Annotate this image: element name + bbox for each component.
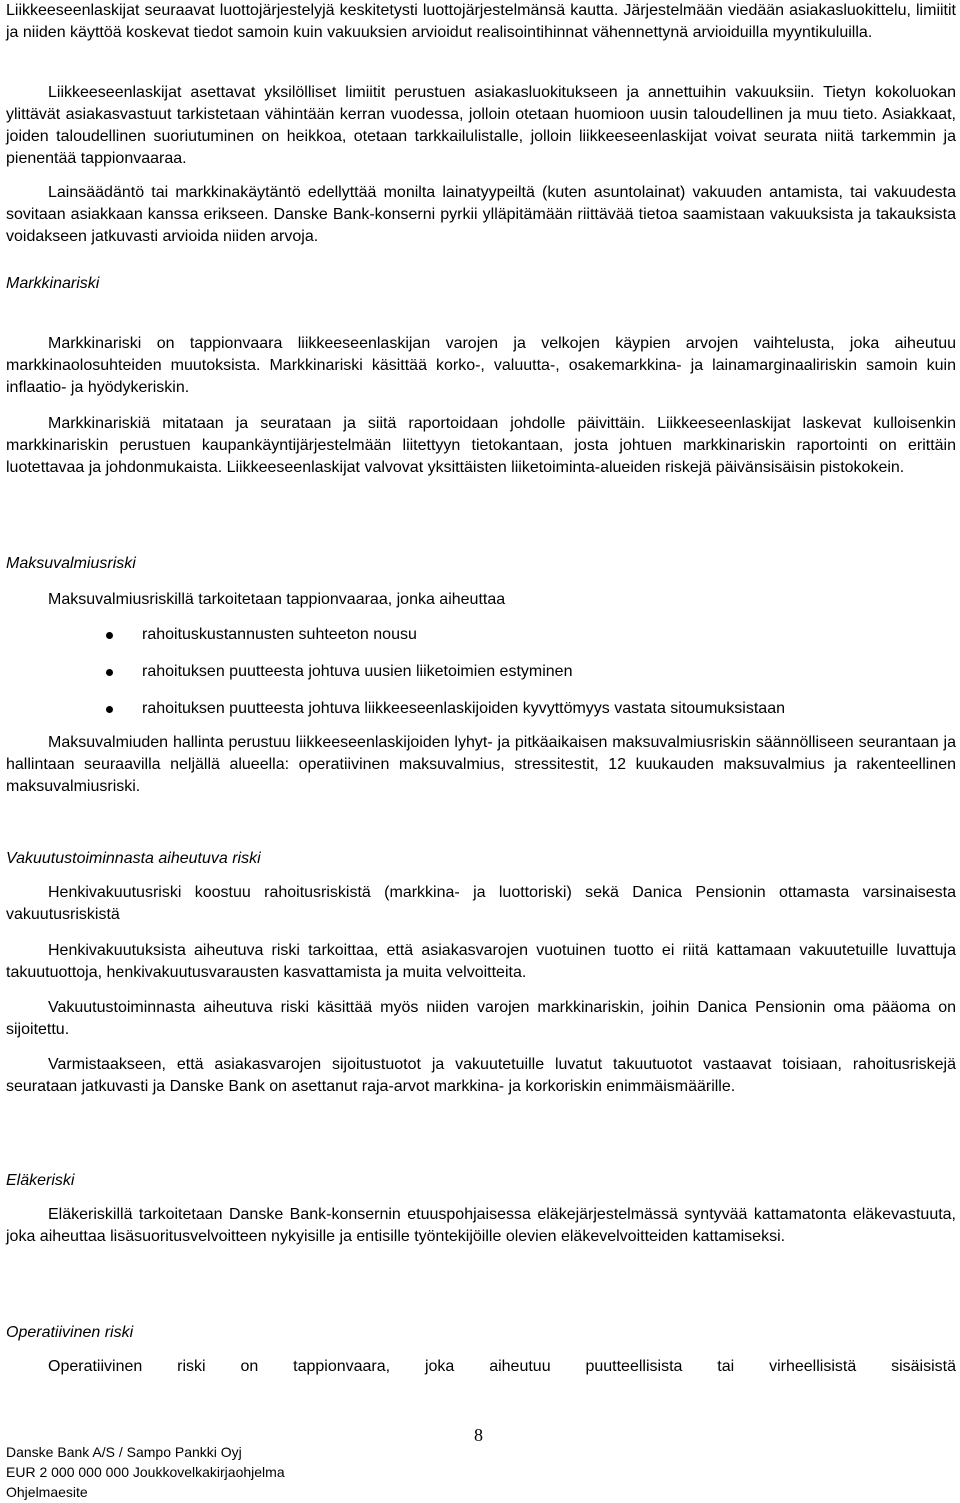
bullet-icon — [106, 706, 113, 713]
footer-document-type: Ohjelmaesite — [6, 1484, 88, 1500]
paragraph-insurance-market-risk: Vakuutustoiminnasta aiheutuva riski käsittää myös niiden varojen markkinariskin, joihin Danica Pensionin oma pääoma on sijoitettu. — [6, 999, 956, 1038]
heading-pension-risk: Eläkeriski — [6, 1172, 75, 1189]
list-item: rahoituksen puutteesta johtuva uusien liiketoimien estyminen — [6, 661, 956, 683]
paragraph-market-risk-monitoring: Markkinariskiä mitataan ja seurataan ja siitä raportoidaan johdolle päivittäin. Liikkeeseenlaskijat laskevat kulloisenkin markkinariskin perustuen kaupankäyntijärjestelmään liitettyyn tietokantaan, josta johtuen markkinariskin raportointi on erittäin luotettavaa ja johdonmukaista. Liikkeeseenlaskijat valvovat yksittäisten liiketoiminta-alueiden riskejä päivänsisäisin pistokokein. — [6, 415, 956, 476]
footer-publisher-info — [6, 1442, 285, 1502]
heading-liquidity-risk: Maksuvalmiusriski — [6, 555, 136, 572]
footer-issuer: Danske Bank A/S / Sampo Pankki Oyj — [6, 1444, 242, 1460]
paragraph-collateral: Lainsäädäntö tai markkinakäytäntö edellyttää monilta lainatyypeiltä (kuten asuntolainat) vakuuden antamista, tai vakuudesta sovitaan asiakkaan kanssa erikseen. Danske Bank-konserni pyrkii ylläpitämään riittävää tietoa saamistaan vakuuksista ja takauksista voidakseen jatkuvasti arvioida niiden arvoja. — [6, 184, 956, 245]
heading-operational-risk: Operatiivinen riski — [6, 1324, 134, 1341]
bullet-icon — [106, 632, 113, 639]
paragraph-market-risk-definition: Markkinariski on tappionvaara liikkeeseenlaskijan varojen ja velkojen käypien arvojen vaihtelusta, joka aiheutuu markkinaolosuhteiden muutoksista. Markkinariski käsittää korko-, valuutta-, osakemarkkina- ja lainamarginaaliriskin samoin kuin inflaatio- ja hyödykeriskin. — [6, 335, 956, 396]
footer-programme: EUR 2 000 000 000 Joukkovelkakirjaohjelma — [6, 1464, 285, 1480]
heading-market-risk: Markkinariski — [6, 275, 100, 292]
paragraph-credit-limits: Liikkeeseenlaskijat asettavat yksilölliset limiitit perustuen asiakasluokitukseen ja annettuihin vakuuksiin. Tietyn kokoluokan ylittävät asiakasvastuut tarkistetaan vähintään kerran vuodessa, jolloin otetaan huomioon uusin taloudellinen ja muu tieto. Asiakkaat, joiden taloudellinen suoriutuminen on heikkoa, otetaan tarkkailulistalle, jolloin liikkeeseenlaskijat voivat seurata niitä tarkemmin ja pienentää tappionvaaraa. — [6, 84, 956, 167]
paragraph-life-insurance-risk: Henkivakuutusriski koostuu rahoitusriskistä (markkina- ja luottoriski) sekä Danica Pensionin ottamasta varsinaisesta vakuutusriskistä — [6, 884, 956, 923]
list-item: rahoituksen puutteesta johtuva liikkeeseenlaskijoiden kyvyttömyys vastata sitoumuksistaan — [6, 698, 956, 720]
paragraph-life-insurance-products: Henkivakuutuksista aiheutuva riski tarkoittaa, että asiakasvarojen vuotuinen tuotto ei riitä kattamaan vakuutetuille luvattuja takuutuottoja, henkivakuutusvarausten kasvattamista ja muita velvoitteita. — [6, 942, 956, 981]
paragraph-liquidity-intro: Maksuvalmiusriskillä tarkoitetaan tappionvaaraa, jonka aiheuttaa — [48, 591, 506, 608]
page-number: 8 — [474, 1425, 483, 1445]
page-footer — [6, 1425, 956, 1502]
list-item: rahoituskustannusten suhteeton nousu — [6, 624, 956, 646]
bullet-icon — [106, 669, 113, 676]
paragraph-liquidity-management: Maksuvalmiuden hallinta perustuu liikkeeseenlaskijoiden lyhyt- ja pitkäaikaisen maksuvalmiusriskin säännölliseen seurantaan ja hallintaan seuraavilla neljällä alueella: operatiivinen maksuvalmius, stressitestit, 12 kuukauden maksuvalmius ja rakenteellinen maksuvalmiusriski. — [6, 734, 956, 795]
heading-insurance-risk: Vakuutustoiminnasta aiheutuva riski — [6, 850, 261, 867]
paragraph-credit-system: Liikkeeseenlaskijat seuraavat luottojärjestelyjä keskitetysti luottojärjestelmänsä kautta. Järjestelmään viedään asiakasluokittelu, limiitit ja niiden käyttöä koskevat tiedot samoin kuin vakuuksien arvioidut realisointihinnat vähennettynä arvioiduilla myyntikuluilla. — [6, 2, 956, 41]
liquidity-bullet-list — [6, 624, 956, 720]
paragraph-pension-risk: Eläkeriskillä tarkoitetaan Danske Bank-konsernin etuuspohjaisessa eläkejärjestelmässä syntyvää kattamatonta eläkevastuuta, joka aiheuttaa lisäsuoritusvelvoitteen nykyisille ja entisille työntekijöille olevien eläkevelvoitteiden kattamiseksi. — [6, 1206, 956, 1245]
paragraph-operational-risk: Operatiivinen riski on tappionvaara, joka aiheutuu puutteellisista tai virheellisistä sisäisistä — [48, 1358, 956, 1375]
paragraph-insurance-limits: Varmistaakseen, että asiakasvarojen sijoitustuotot ja vakuutetuille luvatut takuutuotot vastaavat toisiaan, rahoitusriskejä seurataan jatkuvasti ja Danske Bank on asettanut raja-arvot markkina- ja korkoriskin enimmäismäärille. — [6, 1056, 956, 1095]
